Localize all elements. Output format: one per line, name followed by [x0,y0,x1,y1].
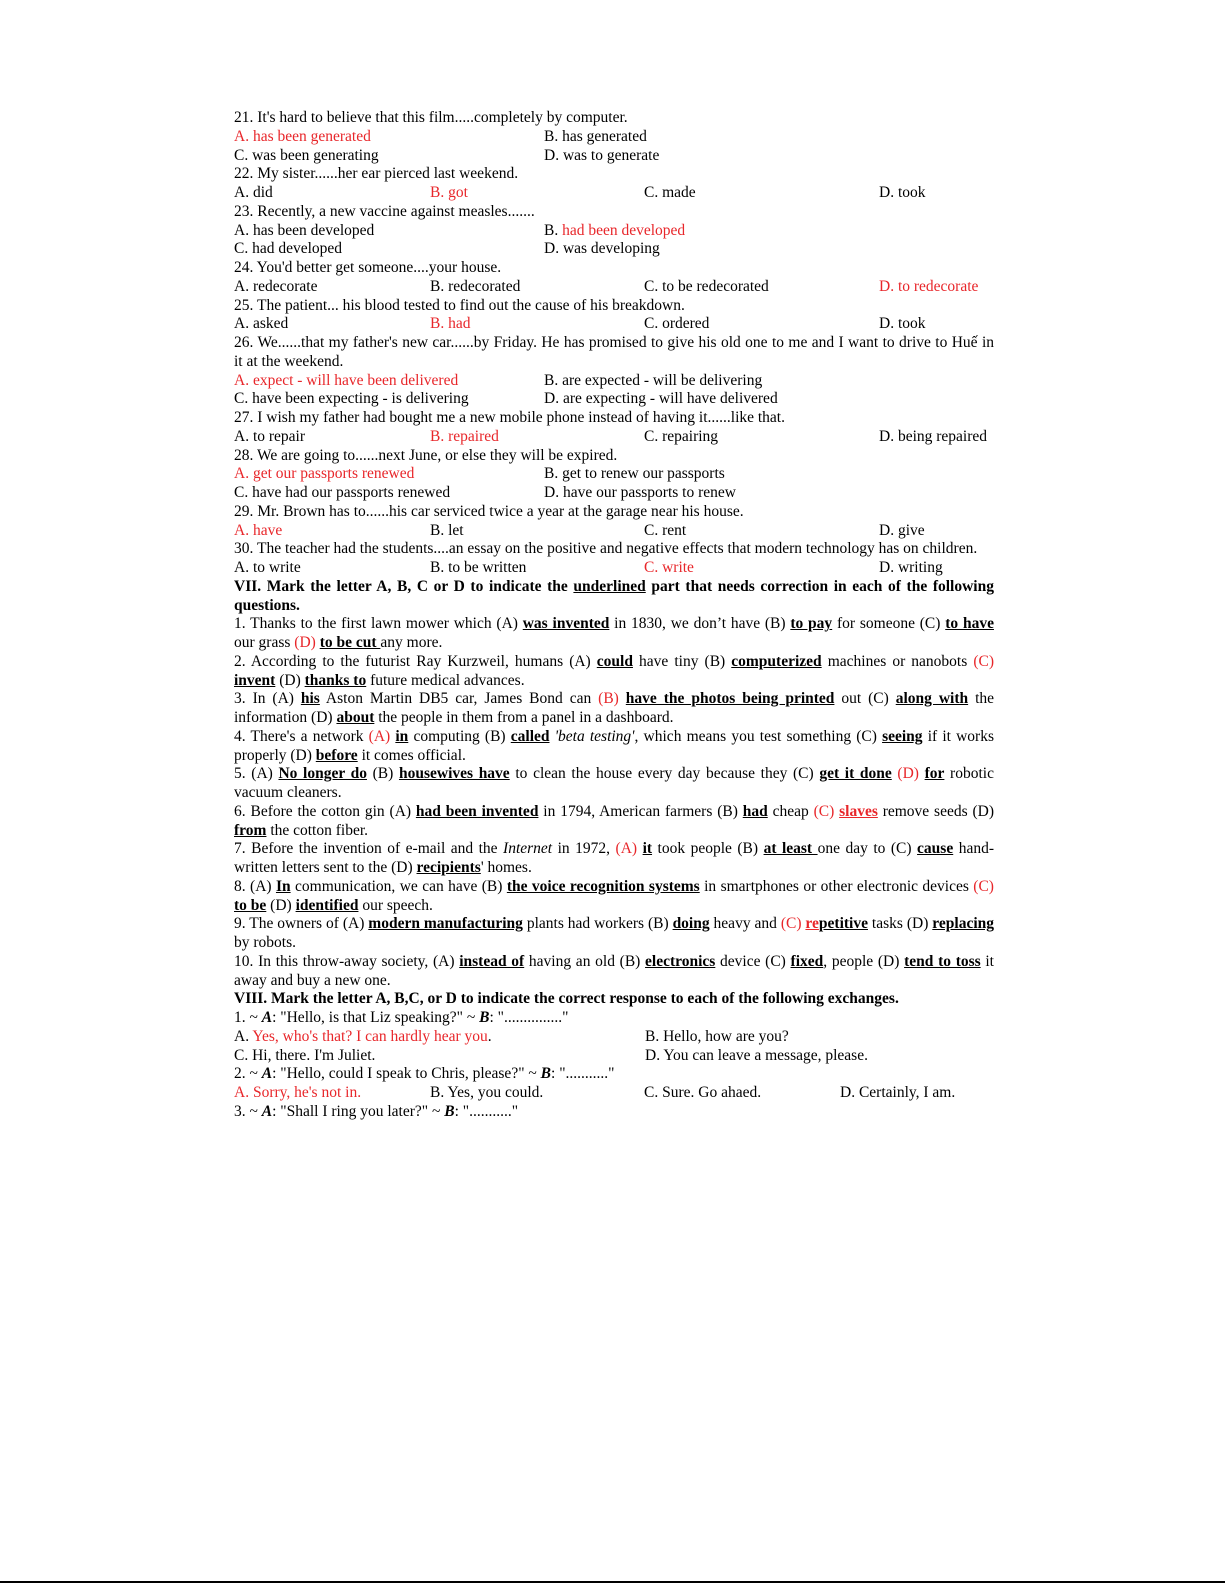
answer-option [234,147,544,166]
answer-option [234,222,544,241]
underlined-part: No longer do [278,765,367,783]
underlined-part: was invented [522,615,610,633]
underlined-part: petitive [818,915,868,933]
heading-text: VII. Mark the letter A, B, C or D to indicate the [234,577,574,595]
answer-option [234,184,430,203]
option-text: B. Hello, how are you? [645,1027,789,1045]
answer-option [234,522,430,541]
item-text: communication, we can have (B) [290,877,507,895]
item-text: plants had workers (B) [522,915,673,933]
speaker-a: A [261,1102,273,1120]
options-row [234,222,994,241]
answer-letter: (C) [780,915,802,933]
underlined-part: at least [763,840,818,858]
option-text: C. was been generating [234,146,379,164]
underlined-part: modern manufacturing [368,915,523,933]
error-item [234,803,994,841]
answer-option [544,222,685,241]
item-text: if it works properly (D) [234,727,995,764]
option-text: B. are expected - will be delivering [544,371,763,389]
answer-letter: (A) [368,727,391,745]
item-text: to clean the house every day because they (C) [509,765,820,783]
answer-option [234,484,544,503]
underlined-part: in [395,727,409,745]
option-text: D. writing [879,559,943,576]
answer-letter: (A) [615,840,638,858]
answer-option [430,184,644,203]
speaker-a: A [261,1065,273,1083]
question-stem: 29. Mr. Brown has to......his car serviced twice a year at the garage near his house. [234,502,744,520]
underlined-part: from [234,821,267,839]
option-text: B. let [430,521,464,539]
answer-option [879,184,926,203]
option-text: A. did [234,184,273,201]
item-text: it comes official. [357,746,466,764]
answer-option [879,559,943,578]
option-text: A. asked [234,315,289,333]
item-text: our grass [234,634,295,651]
item-text: hand-written letters sent to the (D) [234,840,995,876]
answer-option [544,390,778,409]
item-text: robotic vacuum cleaners. [234,765,994,801]
answer-option [234,390,544,409]
options-row [234,128,994,147]
question-stem: 27. I wish my father had bought me a new mobile phone instead of having it......like that. [234,409,785,426]
underlined-part: In [275,877,291,895]
item-text: having an old (B) [524,952,646,970]
item-text: Aston Martin DB5 car, James Bond can [319,690,599,708]
underlined-part: along with [895,690,969,708]
question-stem: 23. Recently, a new vaccine against measles....... [234,202,535,220]
option-text: C. Hi, there. I'm Juliet. [234,1046,376,1064]
answer-option [430,278,644,297]
answer-option [840,1084,955,1103]
item-text: out (C) [834,690,896,708]
underlined-part: housewives have [398,765,510,783]
underlined-part: had [742,802,768,820]
option-text: D. took [879,184,926,201]
answer-letter: (C) [973,877,994,895]
answer-letter: (D) [294,634,316,651]
answer-option [879,315,926,334]
worksheet [234,109,994,1122]
item-text: cheap [767,802,814,820]
underlined-part: electronics [645,952,716,970]
exchange-stem [234,1103,994,1122]
section-heading-vii [234,578,994,616]
options-row [234,315,994,334]
answer-option [644,559,879,578]
item-text: our speech. [358,896,433,914]
answer-option [430,559,644,578]
option-text: B. has generated [544,127,647,145]
underlined-part: have the photos being printed [625,690,835,708]
answer-letter: (B) [598,690,619,708]
answer-option [430,315,644,334]
option-text: A. has been generated [234,127,371,145]
answer-option [644,278,879,297]
item-text: by robots. [234,934,296,951]
underlined-answer: re [805,915,819,933]
answer-option [430,522,644,541]
exchange-stem [234,1065,994,1084]
option-text: D. was to generate [544,146,660,164]
answer-option [234,128,544,147]
options-row [234,240,994,259]
option-text: A. redecorate [234,277,318,295]
answer-option [234,1084,430,1103]
option-text: A. to write [234,559,301,576]
item-text: computing (B) [408,727,511,745]
item-text: 2. According to the futurist Ray Kurzweil, humans (A) [234,652,597,670]
option-text: B. had [430,315,471,333]
answer-option [879,428,987,447]
speaker-b-text: : "..........." [551,1065,615,1083]
option-correct-text: had been developed [562,221,686,239]
answer-option [234,1028,645,1047]
item-text: one day to (C) [817,840,918,858]
item-text: remove seeds (D) [877,802,994,820]
answer-option [234,278,430,297]
italic-text: Internet [503,840,553,858]
underlined-part: replacing [932,915,995,933]
item-text: 5. (A) [234,765,279,783]
answer-letter: (C) [973,652,994,670]
item-text: 1. Thanks to the first lawn mower which (A) [234,615,523,633]
speaker-b-text: : "..........." [454,1102,519,1120]
error-item [234,615,994,653]
question-stem: 28. We are going to......next June, or else they will be expired. [234,446,618,464]
answer-option [234,465,544,484]
error-item [234,915,994,953]
item-text: 6. Before the cotton gin (A) [234,802,416,820]
answer-option [544,128,647,147]
underlined-part: to be cut [319,634,381,651]
answer-letter: (D) [897,765,919,783]
exchange-number: 1. ~ [234,1009,262,1026]
item-text: tasks (D) [867,915,933,933]
heading-text: part that needs correction in each of the following questions. [234,577,994,614]
option-text: D. Certainly, I am. [840,1084,956,1101]
error-item [234,953,994,991]
answer-option [234,428,430,447]
item-text: in 1972, [552,840,616,858]
answer-option [644,184,879,203]
speaker-a-text: : "Shall I ring you later?" ~ [272,1102,445,1120]
italic-text: 'beta testing' [554,727,635,745]
option-text: C. to be redecorated [644,277,769,295]
question-stem: 26. We......that my father's new car......by Friday. He has promised to give his old one to me and I want to drive to Huế in it at the weekend. [234,334,994,370]
item-text: in 1830, we don’t have (B) [609,615,791,633]
underlined-part: get it done [819,765,892,783]
heading-underlined: underlined [573,577,646,595]
underlined-part: to pay [790,615,833,633]
answer-option [644,428,879,447]
exchange-number: 2. ~ [234,1065,262,1083]
option-text: B. Yes, you could. [430,1084,544,1101]
option-text: C. have had our passports renewed [234,484,451,501]
item-text: 9. The owners of (A) [234,915,369,933]
error-item [234,690,994,728]
option-text: C. have been expecting - is delivering [234,390,469,408]
item-text: it away and buy a new one. [234,952,994,989]
underlined-part: doing [672,915,710,933]
option-text: D. give [879,521,925,539]
answer-option [234,315,430,334]
speaker-b-text: : "..............." [489,1009,569,1026]
question-stem: 25. The patient... his blood tested to find out the cause of his breakdown. [234,296,685,314]
options-row [234,1084,994,1103]
answer-option [234,559,430,578]
options-row [234,1047,994,1066]
option-text: D. are expecting - will have delivered [544,390,778,408]
error-item [234,878,994,916]
answer-option [430,1084,644,1103]
underlined-part: the voice recognition systems [506,877,700,895]
item-text: took people (B) [652,840,764,858]
item-text: future medical advances. [366,671,525,689]
options-row [234,372,994,391]
option-text: B. redecorated [430,277,521,295]
option-text: C. Sure. Go ahaed. [644,1084,762,1101]
item-text: (B) [366,765,399,783]
underlined-part: fixed [790,952,824,970]
item-text: device (C) [715,952,791,970]
option-text: A. has been developed [234,221,375,239]
item-text: ' homes. [480,859,532,876]
answer-option [544,484,736,503]
speaker-b: B [479,1009,490,1026]
item-text: 7. Before the invention of e-mail and the [234,840,504,858]
question-stem: 21. It's hard to believe that this film.....completely by computer. [234,109,628,126]
error-item [234,728,994,766]
options-row [234,484,994,503]
underlined-part: recipients [416,859,481,876]
option-tail: . [487,1027,492,1045]
item-text: , which means you test something (C) [634,727,883,745]
item-text: (D) [275,671,305,689]
item-text: heavy and [709,915,781,933]
question-stem: 22. My sister......her ear pierced last weekend. [234,165,519,183]
error-item [234,653,994,691]
option-text: D. You can leave a message, please. [645,1046,868,1064]
option-text: A. to repair [234,427,306,445]
options-row [234,465,994,484]
question-stem: 30. The teacher had the students....an essay on the positive and negative effects that modern technology has on children. [234,540,978,558]
option-text: A. expect - will have been delivered [234,371,459,389]
underlined-part: thanks to [304,671,367,689]
option-text: A. Sorry, he's not in. [234,1084,362,1101]
answer-option [644,315,879,334]
underlined-part: had been invented [415,802,539,820]
item-text: 10. In this throw-away society, (A) [234,952,460,970]
option-text: D. have our passports to renew [544,484,736,501]
option-text: A. [234,1027,253,1045]
answer-option [234,1047,645,1066]
answer-letter: (C) [813,802,835,820]
options-row [234,147,994,166]
option-text: D. took [879,315,926,333]
options-row [234,522,994,541]
item-text: 3. In (A) [234,690,301,708]
answer-option [879,522,925,541]
options-row [234,278,994,297]
item-text: machines or nanobots [821,652,974,670]
item-text: in 1794, American farmers (B) [538,802,743,820]
underlined-answer: slaves [839,802,878,820]
underlined-part: called [510,727,550,745]
option-correct-text: Yes, who's that? I can hardly hear you [252,1027,488,1045]
item-text: the information (D) [234,690,995,726]
answer-option [644,1084,840,1103]
option-text: D. was developing [544,240,660,258]
options-row [234,390,994,409]
answer-option [544,240,660,259]
underlined-part: it [642,840,653,858]
option-text: A. have [234,521,283,539]
option-text: B. repaired [430,427,499,445]
answer-option [544,147,659,166]
underlined-part: to be [234,896,267,914]
underlined-part: for [924,765,945,783]
item-text: have tiny (B) [632,652,732,670]
item-text: the cotton fiber. [266,821,369,839]
options-row [234,184,994,203]
option-text: C. rent [644,521,687,539]
underlined-part: invent [234,671,276,689]
item-text: the people in them from a panel in a dashboard. [374,709,674,726]
answer-option [544,372,762,391]
answer-option [644,522,879,541]
error-item [234,840,994,878]
option-text: D. to redecorate [879,277,979,295]
underlined-part: about [336,709,375,726]
speaker-b: B [444,1102,455,1120]
underlined-part: cause [917,840,954,858]
answer-option [234,240,544,259]
answer-option [544,465,725,484]
option-text: A. get our passports renewed [234,465,415,483]
option-text: C. repairing [644,427,719,445]
item-text: 8. (A) [234,877,276,895]
answer-option [879,278,978,297]
option-text: B. got [430,184,468,201]
answer-option [645,1047,868,1066]
item-text: (D) [266,896,296,914]
option-text: B. [544,221,563,239]
speaker-a-text: : "Hello, could I speak to Chris, please?" ~ [272,1065,541,1083]
item-text: any more. [380,634,443,651]
item-text [619,690,626,707]
question-stem: 24. You'd better get someone....your house. [234,259,502,276]
answer-option [234,372,544,391]
option-text: D. being repaired [879,427,988,445]
underlined-part: instead of [459,952,525,970]
speaker-b: B [540,1065,552,1083]
underlined-part: to have [945,615,994,633]
option-text: B. get to renew our passports [544,465,725,483]
item-text: in smartphones or other electronic devices [699,877,974,895]
bottom-rule [0,1581,1225,1583]
speaker-a: A [261,1009,273,1026]
underlined-part: before [315,746,358,764]
option-text: C. made [644,184,696,201]
underlined-part: his [300,690,320,708]
error-item [234,765,994,803]
options-row [234,1028,994,1047]
section-heading-viii: VIII. Mark the letter A, B,C, or D to indicate the correct response to each of the following exchanges. [234,990,899,1008]
underlined-part: could [596,652,633,670]
underlined-part: identified [295,896,359,914]
options-row [234,428,994,447]
underlined-part: computerized [731,652,822,670]
speaker-a-text: : "Hello, is that Liz speaking?" ~ [272,1009,480,1026]
item-text: , people (D) [823,952,905,970]
item-text: 4. There's a network [234,727,369,745]
underlined-part: seeing [882,727,923,745]
answer-option [645,1028,789,1047]
exchange-stem [234,1009,994,1028]
underlined-part: tend to toss [904,952,981,970]
option-text: C. had developed [234,240,343,258]
answer-option [430,428,644,447]
option-text: B. to be written [430,559,527,576]
option-text: C. write [644,559,694,576]
option-text: C. ordered [644,315,710,333]
options-row [234,559,994,578]
exchange-number: 3. ~ [234,1102,262,1120]
item-text: for someone (C) [832,615,946,633]
